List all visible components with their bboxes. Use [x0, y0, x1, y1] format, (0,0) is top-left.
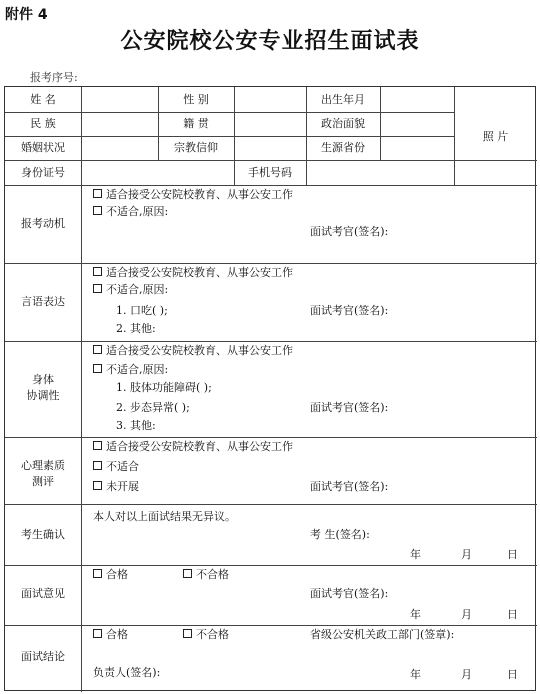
psychology-label-line1: 心理素质	[21, 459, 65, 472]
id-number-field[interactable]	[82, 161, 233, 184]
coordination-option-suitable[interactable]: 适合接受公安院校教育、从事公安工作	[93, 344, 293, 358]
gender-field[interactable]	[235, 88, 305, 111]
coordination-label-line2: 协调性	[26, 389, 60, 402]
speech-sub-stutter: 1. 口吃( );	[116, 304, 168, 317]
name-label: 姓 名	[30, 93, 56, 106]
marital-status-field[interactable]	[82, 137, 157, 159]
motivation-signature: 面试考官(签名):	[310, 225, 389, 238]
native-place-field[interactable]	[235, 113, 305, 135]
photo-label: 照 片	[482, 130, 509, 143]
checkbox-icon	[93, 345, 102, 354]
conclusion-option-fail[interactable]: 不合格	[183, 628, 229, 642]
candidate-signature: 考 生(签名):	[310, 528, 370, 541]
origin-province-label: 生源省份	[321, 141, 365, 154]
speech-signature: 面试考官(签名):	[310, 304, 389, 317]
conclusion-option-pass[interactable]: 合格	[93, 628, 128, 642]
checkbox-icon	[93, 569, 102, 578]
speech-option-suitable[interactable]: 适合接受公安院校教育、从事公安工作	[93, 266, 293, 280]
conclusion-year: 年	[410, 668, 421, 681]
phone-label: 手机号码	[248, 166, 292, 179]
photo-area[interactable]	[455, 88, 536, 184]
confirmation-month: 月	[461, 548, 472, 561]
id-number-label: 身份证号	[21, 166, 65, 179]
confirmation-day: 日	[507, 548, 518, 561]
opinion-signature: 面试考官(签名):	[310, 587, 389, 600]
religion-label: 宗教信仰	[174, 141, 218, 154]
conclusion-month: 月	[461, 668, 472, 681]
conclusion-day: 日	[507, 668, 518, 681]
coordination-sub-other: 3. 其他:	[116, 419, 156, 432]
form-title: 公安院校公安专业招生面试表	[120, 29, 420, 54]
checkbox-icon	[93, 364, 102, 373]
checkbox-icon	[183, 629, 192, 638]
checkbox-icon	[93, 481, 102, 490]
confirmation-label: 考生确认	[21, 528, 65, 541]
psychology-option-suitable[interactable]: 适合接受公安院校教育、从事公安工作	[93, 440, 293, 454]
marital-status-label: 婚姻状况	[21, 141, 65, 154]
name-field[interactable]	[82, 88, 157, 111]
department-seal: 省级公安机关政工部门(签章):	[310, 628, 455, 641]
gender-label: 性 别	[183, 93, 209, 106]
ethnicity-label: 民 族	[30, 117, 56, 130]
motivation-option-suitable[interactable]: 适合接受公安院校教育、从事公安工作	[93, 188, 293, 202]
confirmation-statement: 本人对以上面试结果无异议。	[93, 510, 236, 523]
checkbox-icon	[93, 629, 102, 638]
checkbox-icon	[183, 569, 192, 578]
opinion-label: 面试意见	[21, 587, 65, 600]
psychology-option-not-conducted[interactable]: 未开展	[93, 480, 139, 494]
origin-province-field[interactable]	[381, 137, 453, 159]
opinion-year: 年	[410, 608, 421, 621]
checkbox-icon	[93, 267, 102, 276]
psychology-label-line2: 测评	[32, 475, 54, 488]
coordination-sub-limb: 1. 肢体功能障碍( );	[116, 381, 212, 394]
opinion-day: 日	[507, 608, 518, 621]
opinion-option-pass[interactable]: 合格	[93, 568, 128, 582]
coordination-signature: 面试考官(签名):	[310, 401, 389, 414]
political-status-field[interactable]	[381, 113, 453, 135]
ethnicity-field[interactable]	[82, 113, 157, 135]
confirmation-year: 年	[410, 548, 421, 561]
serial-number-label: 报考序号:	[30, 71, 78, 84]
coordination-label-line1: 身体	[32, 373, 54, 386]
political-status-label: 政治面貌	[321, 117, 365, 130]
motivation-option-unsuitable[interactable]: 不适合,原因:	[93, 205, 168, 219]
attachment-label: 附件 4	[5, 7, 48, 23]
opinion-option-fail[interactable]: 不合格	[183, 568, 229, 582]
speech-label: 言语表达	[21, 295, 65, 308]
opinion-month: 月	[461, 608, 472, 621]
checkbox-icon	[93, 206, 102, 215]
interview-form-table	[4, 86, 536, 691]
checkbox-icon	[93, 441, 102, 450]
conclusion-label: 面试结论	[21, 650, 65, 663]
coordination-option-unsuitable[interactable]: 不适合,原因:	[93, 363, 168, 377]
responsible-signature: 负责人(签名):	[93, 666, 161, 679]
speech-sub-other: 2. 其他:	[116, 322, 156, 335]
psychology-signature: 面试考官(签名):	[310, 480, 389, 493]
phone-field[interactable]	[307, 161, 453, 184]
motivation-label: 报考动机	[21, 217, 65, 230]
checkbox-icon	[93, 189, 102, 198]
checkbox-icon	[93, 461, 102, 470]
birth-label: 出生年月	[321, 93, 365, 106]
birth-field[interactable]	[381, 88, 453, 111]
psychology-option-unsuitable[interactable]: 不适合	[93, 460, 139, 474]
speech-option-unsuitable[interactable]: 不适合,原因:	[93, 283, 168, 297]
checkbox-icon	[93, 284, 102, 293]
coordination-sub-gait: 2. 步态异常( );	[116, 401, 190, 414]
religion-field[interactable]	[235, 137, 305, 159]
native-place-label: 籍 贯	[183, 117, 209, 130]
